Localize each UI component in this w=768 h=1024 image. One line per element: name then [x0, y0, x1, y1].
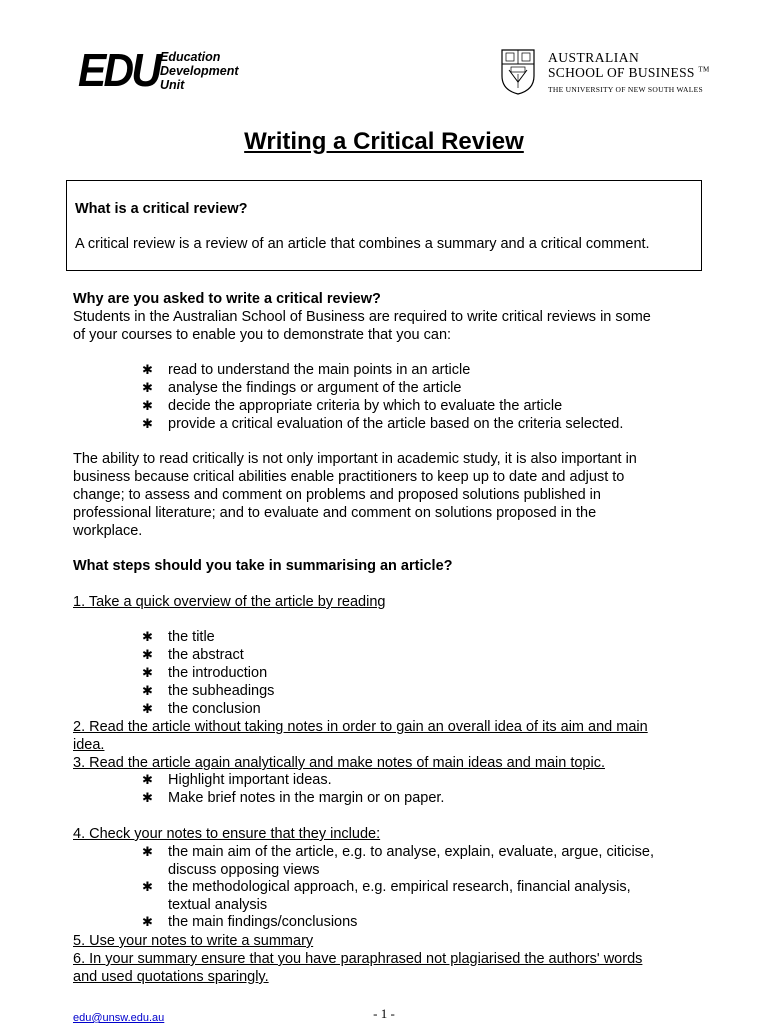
asterisk-bullet-icon: ✱: [142, 844, 153, 859]
edu-text-line: Development: [160, 64, 239, 78]
why-bullet: [142, 379, 461, 397]
asterisk-bullet-icon: ✱: [142, 683, 153, 698]
asb-name-text: SCHOOL OF BUSINESS: [548, 65, 695, 80]
step3-bullet-text: Highlight important ideas.: [168, 772, 332, 788]
asterisk-bullet-icon: ✱: [142, 647, 153, 662]
asb-logo: [500, 48, 730, 98]
step-2-line: idea.: [73, 737, 105, 753]
page-title: Writing a Critical Review: [244, 128, 524, 155]
step4-bullet: [142, 913, 357, 931]
asterisk-bullet-icon: ✱: [142, 380, 153, 395]
asterisk-bullet-icon: ✱: [142, 398, 153, 413]
asterisk-bullet-icon: ✱: [142, 701, 153, 716]
step-5: 5. Use your notes to write a summary: [73, 933, 314, 949]
edu-text-line: Education: [160, 50, 221, 64]
ability-text-line: professional literature; and to evaluate and comment on solutions proposed in the: [73, 505, 597, 521]
step1-bullet: [142, 700, 261, 718]
step-6-line: and used quotations sparingly.: [73, 969, 269, 985]
ability-text-line: workplace.: [73, 523, 143, 539]
step4-bullet-text: the main findings/conclusions: [168, 914, 358, 930]
asterisk-bullet-icon: ✱: [142, 772, 153, 787]
ability-text-line: business because critical abilities enable practitioners to keep up to date and adjust to: [73, 469, 625, 485]
asb-name-line2: [548, 65, 709, 81]
step4-bullet-continuation: textual analysis: [168, 897, 268, 913]
step-2-line: 2. Read the article without taking notes in order to gain an overall idea of its aim and main: [73, 719, 648, 735]
step1-bullet: [142, 646, 244, 664]
why-bullet-text: analyse the findings or argument of the article: [168, 380, 462, 396]
step1-bullet-text: the subheadings: [168, 683, 275, 699]
asterisk-bullet-icon: ✱: [142, 629, 153, 644]
footer-email-link[interactable]: edu@unsw.edu.au: [73, 1012, 165, 1024]
step4-bullet: [142, 843, 654, 861]
why-bullet: [142, 361, 470, 379]
step3-bullet-text: Make brief notes in the margin or on paper.: [168, 790, 445, 806]
asb-name-line1: AUSTRALIAN: [548, 50, 640, 65]
why-heading: Why are you asked to write a critical review?: [73, 291, 381, 307]
definition-box: [66, 180, 702, 271]
why-bullet-text: read to understand the main points in an article: [168, 362, 471, 378]
unsw-crest-icon: [500, 48, 536, 96]
step1-bullet: [142, 628, 215, 646]
step1-bullet-text: the title: [168, 629, 215, 645]
asterisk-bullet-icon: ✱: [142, 416, 153, 431]
step-3: 3. Read the article again analytically and make notes of main ideas and main topic.: [73, 755, 605, 771]
asb-university-line: THE UNIVERSITY OF NEW SOUTH WALES: [548, 85, 703, 94]
step4-bullet-text: the main aim of the article, e.g. to analyse, explain, evaluate, argue, citicise,: [168, 844, 655, 860]
step1-bullet: [142, 664, 267, 682]
asterisk-bullet-icon: ✱: [142, 665, 153, 680]
edu-logo: [78, 44, 239, 96]
ability-text-line: change; to assess and comment on problems and proposed solutions published in: [73, 487, 601, 503]
step-1: 1. Take a quick overview of the article by reading: [73, 594, 386, 610]
step1-bullet: [142, 682, 274, 700]
why-bullet: [142, 415, 623, 433]
step1-bullet-text: the abstract: [168, 647, 244, 663]
trademark-mark: TM: [698, 65, 710, 74]
steps-heading: What steps should you take in summarising an article?: [73, 558, 453, 574]
asterisk-bullet-icon: ✱: [142, 362, 153, 377]
why-bullet: [142, 397, 562, 415]
edu-logo-text: [160, 50, 239, 92]
step4-bullet: [142, 878, 631, 896]
asterisk-bullet-icon: ✱: [142, 790, 153, 805]
why-text-line: Students in the Australian School of Business are required to write critical reviews in some: [73, 309, 651, 325]
step3-bullet: [142, 789, 444, 807]
definition-text: A critical review is a review of an article that combines a summary and a critical comment.: [75, 236, 650, 252]
definition-heading: What is a critical review?: [75, 201, 248, 217]
ability-text-line: The ability to read critically is not only important in academic study, it is also important in: [73, 451, 637, 467]
step3-bullet: [142, 771, 332, 789]
edu-text-line: Unit: [160, 78, 185, 92]
step1-bullet-text: the conclusion: [168, 701, 261, 717]
step1-bullet-text: the introduction: [168, 665, 268, 681]
why-text-line: of your courses to enable you to demonstrate that you can:: [73, 327, 452, 343]
step4-bullet-continuation: discuss opposing views: [168, 862, 320, 878]
why-bullet-text: provide a critical evaluation of the article based on the criteria selected.: [168, 416, 624, 432]
step-6-line: 6. In your summary ensure that you have paraphrased not plagiarised the authors' words: [73, 951, 643, 967]
why-bullet-text: decide the appropriate criteria by which to evaluate the article: [168, 398, 563, 414]
asterisk-bullet-icon: ✱: [142, 879, 153, 894]
edu-logo-mark: EDU: [78, 44, 160, 96]
asterisk-bullet-icon: ✱: [142, 914, 153, 929]
step-4: 4. Check your notes to ensure that they include:: [73, 826, 381, 842]
page-number: - 1 -: [373, 1006, 395, 1021]
step4-bullet-text: the methodological approach, e.g. empirical research, financial analysis,: [168, 879, 631, 895]
